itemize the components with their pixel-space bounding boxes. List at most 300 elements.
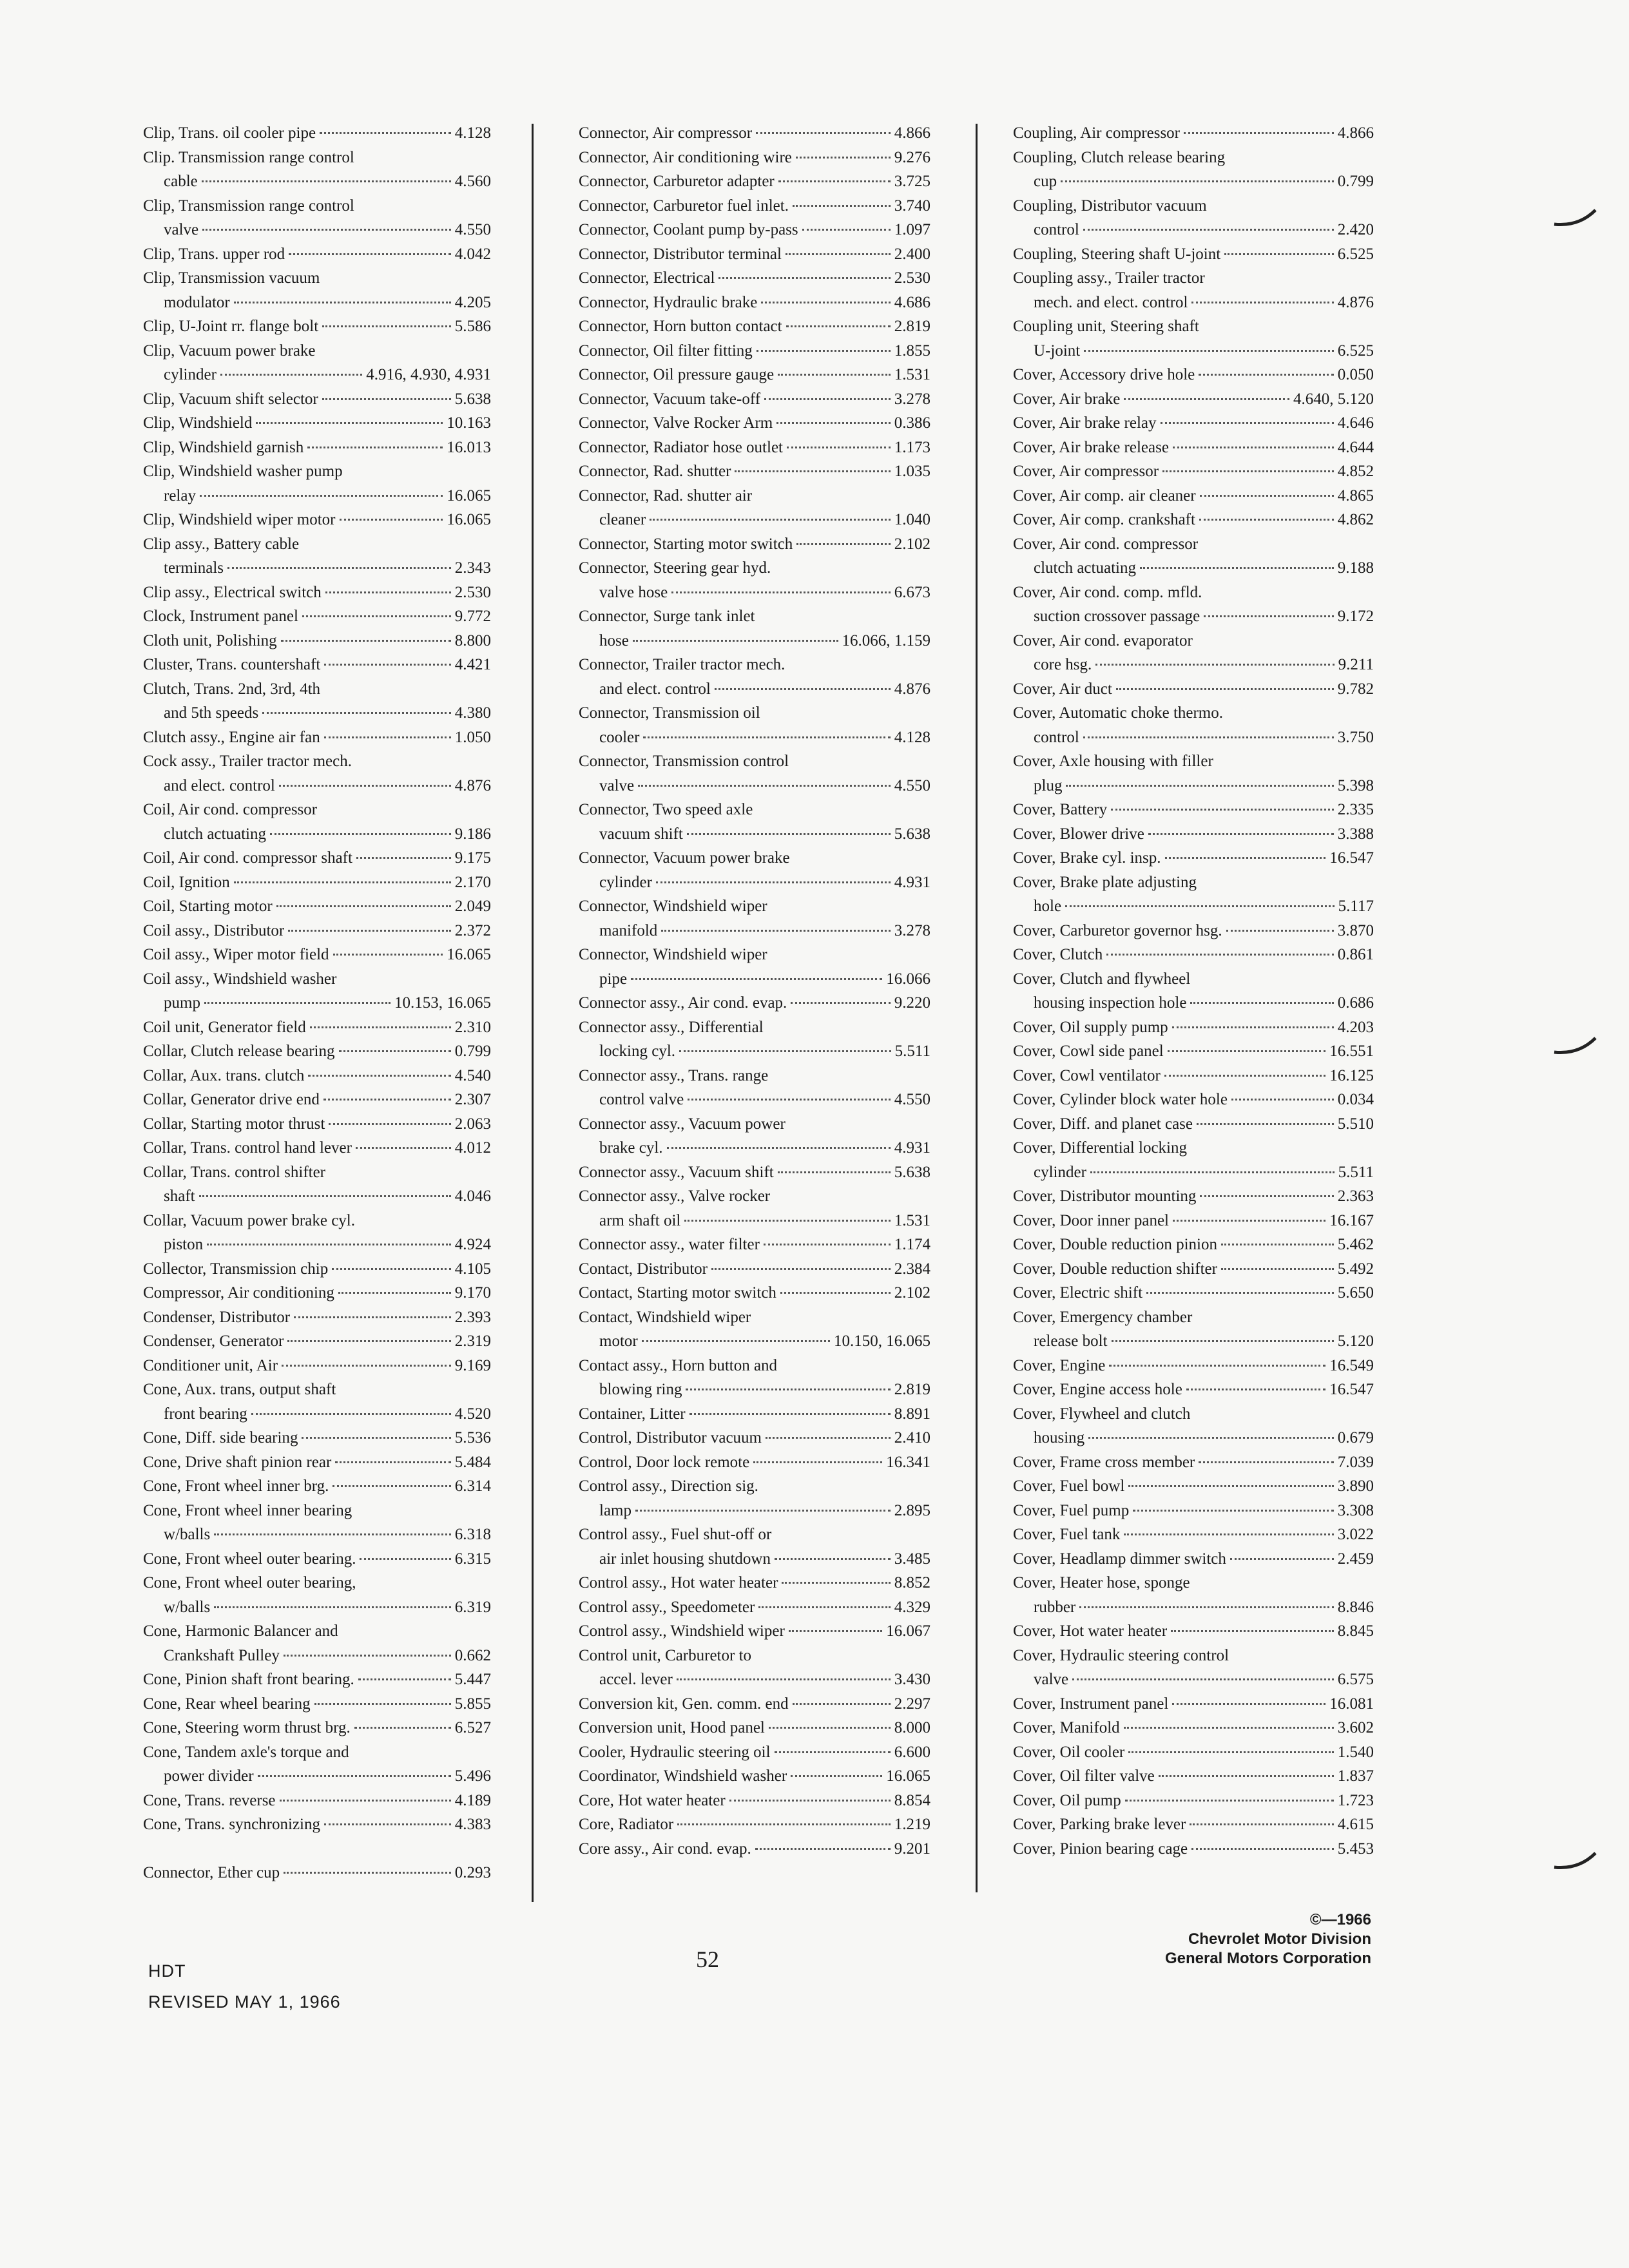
- entry-subterm: arm shaft oil: [599, 1211, 681, 1229]
- entry-line: [579, 291, 930, 315]
- dot-leader: [214, 1533, 451, 1535]
- entry-term: Cover, Clutch: [1013, 946, 1103, 963]
- index-entry: [143, 870, 491, 895]
- entry-subterm: terminals: [164, 559, 224, 577]
- index-entry: [143, 242, 491, 267]
- entry-term: Cover, Hydraulic steering control: [1013, 1646, 1229, 1664]
- index-entry: [1013, 870, 1374, 919]
- dot-leader: [200, 495, 443, 497]
- entry-subterm: front bearing: [164, 1405, 247, 1423]
- section-reference: 9.782: [1337, 680, 1374, 698]
- dot-leader: [1162, 470, 1334, 472]
- index-entry: [579, 1064, 930, 1112]
- entry-continuation: [579, 1209, 930, 1233]
- entry-subterm: vacuum shift: [599, 825, 683, 843]
- entry-continuation: [1013, 339, 1374, 363]
- section-reference: 3.430: [894, 1671, 930, 1688]
- entry-line: [1013, 242, 1374, 267]
- entry-term: Clip assy., Electrical switch: [143, 583, 322, 601]
- dot-leader: [329, 1123, 450, 1125]
- entry-subterm: plug: [1034, 776, 1063, 794]
- entry-subterm: clutch actuating: [164, 825, 266, 843]
- index-entry: [143, 387, 491, 412]
- section-reference: 7.039: [1337, 1453, 1374, 1471]
- dot-leader: [1112, 1340, 1334, 1342]
- entry-term: Coupling assy., Trailer tractor: [1013, 269, 1205, 287]
- dot-leader: [302, 615, 451, 617]
- entry-subterm: pump: [164, 994, 200, 1012]
- entry-line: [1013, 1088, 1374, 1112]
- section-reference: 3.740: [894, 197, 930, 215]
- entry-line: [143, 1257, 491, 1282]
- index-entry: [143, 1305, 491, 1330]
- index-entry: [579, 846, 930, 894]
- dot-leader: [1165, 857, 1326, 859]
- index-entry: [143, 629, 491, 653]
- entry-term: Collar, Starting motor thrust: [143, 1115, 325, 1133]
- entry-line: [1013, 411, 1374, 436]
- entry-continuation: [1013, 774, 1374, 798]
- entry-term: Control assy., Direction sig.: [579, 1477, 758, 1495]
- section-reference: 1.723: [1337, 1791, 1374, 1809]
- dot-leader: [786, 253, 891, 255]
- column-divider: [976, 124, 978, 1892]
- entry-term: Coupling, Steering shaft U-joint: [1013, 245, 1221, 263]
- entry-term: Cover, Heater hose, sponge: [1013, 1574, 1190, 1591]
- index-entry: [579, 218, 930, 242]
- entry-term: Cover, Carburetor governor hsg.: [1013, 921, 1222, 939]
- entry-term: Cover, Air brake relay: [1013, 414, 1157, 432]
- dot-leader: [1204, 615, 1333, 617]
- section-reference: 0.034: [1337, 1091, 1374, 1108]
- entry-term: Cone, Front wheel outer bearing.: [143, 1550, 356, 1568]
- section-reference: 5.120: [1337, 1332, 1374, 1350]
- section-reference: 4.046: [454, 1187, 491, 1205]
- entry-term: Conversion unit, Hood panel: [579, 1719, 765, 1736]
- dot-leader: [1168, 1050, 1326, 1052]
- dot-leader: [1173, 447, 1334, 448]
- dot-leader: [1231, 1099, 1334, 1100]
- entry-term: Cone, Steering worm thrust brg.: [143, 1719, 351, 1736]
- dot-leader: [1159, 1775, 1334, 1777]
- dot-leader: [294, 1316, 451, 1318]
- entry-term: Cover, Automatic choke thermo.: [1013, 704, 1224, 722]
- entry-continuation: [1013, 218, 1374, 242]
- section-reference: 0.861: [1337, 946, 1374, 963]
- index-entry: [579, 1450, 930, 1475]
- entry-subterm: motor: [599, 1332, 638, 1350]
- entry-term: Contact assy., Horn button and: [579, 1356, 778, 1374]
- section-reference: 5.510: [1337, 1115, 1374, 1133]
- dot-leader: [688, 1099, 891, 1100]
- dot-leader: [1083, 229, 1334, 231]
- entry-term: Contact, Distributor: [579, 1260, 708, 1278]
- entry-continuation: [143, 1184, 491, 1209]
- index-entry: [1013, 1499, 1374, 1523]
- entry-line: [579, 1740, 930, 1765]
- section-reference: 5.650: [1337, 1284, 1374, 1302]
- entry-line: [579, 121, 930, 146]
- section-reference: 4.329: [894, 1598, 930, 1616]
- entry-line: [143, 798, 491, 822]
- entry-term: Connector assy., water filter: [579, 1236, 760, 1253]
- entry-line: [143, 749, 491, 774]
- entry-term: Connector, Carburetor adapter: [579, 173, 775, 190]
- entry-subterm: cup: [1034, 173, 1057, 190]
- entry-term: Connector, Transmission control: [579, 753, 789, 770]
- section-reference: 2.307: [454, 1091, 491, 1108]
- entry-term: Cover, Cowl side panel: [1013, 1043, 1164, 1060]
- entry-term: Connector, Trailer tractor mech.: [579, 656, 786, 673]
- section-reference: 4.646: [1337, 414, 1374, 432]
- section-reference: 5.447: [454, 1671, 491, 1688]
- entry-term: Connector, Radiator hose outlet: [579, 438, 783, 456]
- index-entry: [143, 1450, 491, 1475]
- section-reference: 1.040: [894, 511, 930, 528]
- section-reference: 4.383: [454, 1816, 491, 1833]
- section-reference: 1.219: [894, 1816, 930, 1833]
- section-reference: 2.310: [454, 1018, 491, 1036]
- binder-mark: [1553, 206, 1598, 232]
- dot-leader: [796, 157, 891, 159]
- section-reference: 4.203: [1337, 1018, 1374, 1036]
- section-reference: 0.679: [1337, 1429, 1374, 1446]
- section-reference: 1.855: [894, 341, 930, 360]
- section-reference: 2.102: [894, 1284, 930, 1302]
- entry-term: Connector assy., Air cond. evap.: [579, 994, 787, 1012]
- entry-term: Collar, Trans. control shifter: [143, 1163, 326, 1181]
- index-entry: [579, 291, 930, 315]
- entry-line: [1013, 1837, 1374, 1861]
- section-reference: 4.540: [454, 1066, 491, 1084]
- index-entry: [143, 1667, 491, 1692]
- section-reference: 4.380: [454, 704, 491, 722]
- entry-term: Cover, Accessory drive hole: [1013, 366, 1195, 383]
- index-entry: [143, 1354, 491, 1378]
- index-entry: [579, 484, 930, 532]
- entry-line: [1013, 1015, 1374, 1040]
- index-entry: [143, 1789, 491, 1813]
- index-entry: [143, 194, 491, 242]
- section-reference: 2.049: [454, 898, 491, 915]
- entry-continuation: [1013, 726, 1374, 750]
- section-reference: 1.035: [894, 463, 930, 480]
- index-entry: [143, 121, 491, 146]
- entry-term: Connector, Air compressor: [579, 124, 753, 142]
- section-reference: 1.050: [454, 728, 491, 746]
- entry-term: Collar, Aux. trans. clutch: [143, 1066, 305, 1084]
- section-reference: 9.276: [894, 148, 930, 166]
- entry-line: [1013, 1209, 1374, 1233]
- entry-line: [143, 121, 491, 146]
- entry-term: Cover, Distributor mounting: [1013, 1187, 1197, 1205]
- dot-leader: [276, 905, 451, 907]
- entry-term: Contact, Windshield wiper: [579, 1308, 751, 1326]
- entry-subterm: air inlet housing shutdown: [599, 1550, 771, 1568]
- entry-term: Clip, Windshield wiper motor: [143, 511, 336, 528]
- entry-term: Connector, Starting motor switch: [579, 535, 793, 553]
- entry-subterm: pipe: [599, 970, 628, 988]
- section-reference: 4.205: [454, 293, 491, 311]
- entry-line: [1013, 484, 1374, 508]
- entry-continuation: [1013, 1595, 1374, 1620]
- entry-term: Cover, Oil supply pump: [1013, 1018, 1168, 1036]
- dot-leader: [1191, 302, 1333, 303]
- section-reference: 9.169: [454, 1356, 491, 1374]
- section-reference: 4.876: [1337, 293, 1374, 311]
- entry-term: Control assy., Windshield wiper: [579, 1622, 785, 1640]
- dot-leader: [1171, 1630, 1334, 1632]
- entry-term: Cover, Differential locking: [1013, 1139, 1187, 1157]
- index-entry: [1013, 1450, 1374, 1475]
- entry-term: Connector, Rad. shutter: [579, 463, 731, 480]
- index-entry: [1013, 1619, 1374, 1644]
- section-reference: 2.420: [1337, 221, 1374, 238]
- copyright-block: [1165, 1910, 1371, 1968]
- entry-subterm: valve: [164, 221, 199, 238]
- entry-term: Collar, Clutch release bearing: [143, 1043, 335, 1060]
- entry-term: Core assy., Air cond. evap.: [579, 1840, 751, 1858]
- entry-line: [1013, 314, 1374, 339]
- entry-line: [579, 1474, 930, 1499]
- dot-leader: [729, 1800, 891, 1802]
- entry-line: [143, 266, 491, 291]
- entry-term: Cover, Cowl ventilator: [1013, 1066, 1161, 1084]
- entry-term: Coupling, Clutch release bearing: [1013, 148, 1226, 166]
- entry-line: [1013, 121, 1374, 146]
- entry-subterm: brake cyl.: [599, 1139, 663, 1157]
- entry-line: [1013, 1644, 1374, 1668]
- entry-line: [1013, 1136, 1374, 1160]
- entry-subterm: blowing ring: [599, 1381, 682, 1398]
- entry-term: Connector assy., Vacuum power: [579, 1115, 786, 1133]
- section-reference: 16.549: [1329, 1356, 1374, 1374]
- section-reference: 4.924: [454, 1236, 491, 1253]
- entry-line: [1013, 1305, 1374, 1330]
- entry-term: Cover, Air duct: [1013, 680, 1112, 698]
- index-entry: [1013, 967, 1374, 1015]
- entry-continuation: [579, 1667, 930, 1692]
- dot-leader: [360, 1558, 450, 1560]
- entry-line: [143, 846, 491, 870]
- entry-term: Cover, Instrument panel: [1013, 1695, 1169, 1713]
- entry-term: Cover, Engine: [1013, 1356, 1106, 1374]
- section-reference: 2.530: [454, 583, 491, 601]
- entry-line: [1013, 1281, 1374, 1305]
- entry-term: Collar, Trans. control hand lever: [143, 1139, 352, 1157]
- entry-term: Condenser, Distributor: [143, 1308, 291, 1326]
- index-entry: [143, 1015, 491, 1040]
- section-reference: 5.638: [894, 825, 930, 843]
- index-entry: [579, 653, 930, 701]
- dot-leader: [1109, 1365, 1325, 1367]
- dot-leader: [796, 543, 890, 545]
- entry-term: Cover, Oil pump: [1013, 1791, 1121, 1809]
- entry-line: [1013, 1039, 1374, 1064]
- index-entry: [579, 266, 930, 291]
- entry-line: [143, 1209, 491, 1233]
- entry-line: [143, 1160, 491, 1185]
- entry-term: Connector, Air conditioning wire: [579, 148, 792, 166]
- entry-line: [1013, 798, 1374, 822]
- entry-line: [1013, 581, 1374, 605]
- entry-continuation: [143, 1644, 491, 1668]
- section-reference: 5.855: [454, 1695, 491, 1713]
- entry-line: [579, 1064, 930, 1088]
- section-reference: 16.065: [447, 486, 491, 505]
- section-reference: 4.876: [894, 680, 930, 698]
- section-reference: 6.319: [454, 1598, 491, 1616]
- entry-line: [579, 1160, 930, 1185]
- entry-line: [1013, 1764, 1374, 1789]
- section-reference: 6.673: [894, 583, 930, 601]
- entry-term: Cover, Air cond. compressor: [1013, 535, 1199, 553]
- entry-term: Cone, Tandem axle's torque and: [143, 1743, 349, 1761]
- entry-term: Coil, Air cond. compressor shaft: [143, 849, 352, 867]
- entry-term: Clip, Windshield garnish: [143, 438, 304, 456]
- entry-subterm: suction crossover passage: [1034, 608, 1200, 625]
- entry-continuation: [579, 1499, 930, 1523]
- entry-line: [143, 677, 491, 702]
- section-reference: 5.492: [1337, 1260, 1374, 1278]
- dot-leader: [1124, 1727, 1334, 1729]
- entry-line: [143, 411, 491, 436]
- entry-term: Core, Radiator: [579, 1816, 674, 1833]
- index-entry: [579, 1837, 930, 1861]
- dot-leader: [778, 180, 891, 182]
- section-reference: 3.602: [1337, 1719, 1374, 1736]
- dot-leader: [1128, 1485, 1333, 1487]
- entry-line: [579, 749, 930, 774]
- section-reference: 9.175: [454, 849, 491, 867]
- section-reference: 4.644: [1337, 438, 1374, 456]
- dot-leader: [1221, 1268, 1334, 1270]
- entry-term: Cover, Fuel pump: [1013, 1501, 1130, 1519]
- dot-leader: [258, 1775, 451, 1777]
- index-entry: [579, 1402, 930, 1427]
- index-entry: [143, 266, 491, 314]
- entry-line: [1013, 459, 1374, 484]
- dot-leader: [314, 1703, 451, 1705]
- entry-term: Cone, Rear wheel bearing: [143, 1695, 311, 1713]
- index-entry: [579, 411, 930, 436]
- blank-line: [143, 1837, 491, 1861]
- dot-leader: [335, 1461, 450, 1463]
- index-entry: [579, 387, 930, 412]
- entry-term: Core, Hot water heater: [579, 1791, 726, 1809]
- entry-term: Control assy., Speedometer: [579, 1598, 755, 1616]
- section-reference: 3.278: [894, 921, 930, 939]
- entry-line: [579, 339, 930, 363]
- entry-subterm: and elect. control: [599, 680, 711, 698]
- dot-leader: [642, 1340, 830, 1342]
- entry-continuation: [1013, 169, 1374, 194]
- entry-line: [143, 387, 491, 412]
- dot-leader: [769, 1727, 891, 1729]
- entry-continuation: [1013, 991, 1374, 1015]
- entry-line: [1013, 1812, 1374, 1837]
- entry-line: [1013, 266, 1374, 291]
- entry-line: [143, 1329, 491, 1354]
- entry-continuation: [579, 967, 930, 992]
- index-entry: [143, 411, 491, 436]
- index-entry: [579, 556, 930, 604]
- entry-continuation: [579, 629, 930, 653]
- entry-term: Cover, Oil cooler: [1013, 1743, 1125, 1761]
- entry-term: Conversion kit, Gen. comm. end: [579, 1695, 789, 1713]
- entry-line: [1013, 1523, 1374, 1547]
- entry-line: [1013, 1716, 1374, 1740]
- section-reference: 2.459: [1337, 1550, 1374, 1568]
- index-entry: [1013, 1354, 1374, 1378]
- section-reference: 1.174: [894, 1236, 930, 1253]
- index-entry: [143, 1136, 491, 1160]
- entry-term: Cover, Flywheel and clutch: [1013, 1405, 1191, 1423]
- dot-leader: [1221, 1244, 1334, 1245]
- section-reference: 9.211: [1338, 656, 1374, 673]
- section-reference: 4.852: [1337, 463, 1374, 480]
- entry-continuation: [1013, 894, 1374, 919]
- entry-line: [143, 194, 491, 218]
- copyright-year: ©—1966: [1309, 1911, 1371, 1928]
- entry-line: [143, 943, 491, 967]
- section-reference: 5.496: [454, 1767, 491, 1785]
- section-reference: 5.638: [894, 1163, 930, 1181]
- dot-leader: [1172, 1026, 1334, 1028]
- dot-leader: [354, 1727, 451, 1729]
- entry-line: [579, 1281, 930, 1305]
- entry-continuation: [579, 822, 930, 847]
- section-reference: 4.189: [454, 1791, 491, 1809]
- entry-line: [1013, 1571, 1374, 1595]
- entry-term: Cover, Parking brake lever: [1013, 1816, 1186, 1833]
- section-reference: 2.319: [454, 1332, 491, 1350]
- index-entry: [579, 1644, 930, 1692]
- index-entry: [579, 436, 930, 460]
- index-entry: [1013, 822, 1374, 847]
- section-reference: 16.065: [886, 1767, 930, 1785]
- entry-term: Cone, Front wheel inner brg.: [143, 1477, 329, 1495]
- section-reference: 2.297: [894, 1695, 930, 1713]
- entry-subterm: core hsg.: [1034, 656, 1092, 673]
- entry-line: [579, 363, 930, 387]
- entry-line: [143, 1692, 491, 1716]
- entry-line: [579, 846, 930, 870]
- section-reference: 8.000: [894, 1719, 930, 1736]
- index-entry: [1013, 1209, 1374, 1233]
- entry-subterm: cleaner: [599, 511, 646, 528]
- revision-date: REVISED MAY 1, 1966: [148, 1992, 341, 2012]
- entry-line: [143, 1305, 491, 1330]
- dot-leader: [234, 881, 451, 883]
- section-reference: 5.453: [1337, 1840, 1374, 1858]
- entry-term: Cloth unit, Polishing: [143, 631, 277, 649]
- index-entry: [1013, 1692, 1374, 1716]
- entry-term: Control unit, Carburetor to: [579, 1646, 752, 1664]
- entry-line: [579, 1644, 930, 1668]
- entry-term: Cover, Headlamp dimmer switch: [1013, 1550, 1226, 1568]
- dot-leader: [227, 567, 451, 569]
- index-entry: [143, 1474, 491, 1499]
- index-entry: [143, 1088, 491, 1112]
- dot-leader: [1197, 1123, 1334, 1125]
- index-entry: [143, 1112, 491, 1137]
- entry-line: [1013, 1547, 1374, 1571]
- entry-line: [1013, 677, 1374, 702]
- entry-line: [143, 870, 491, 895]
- entry-subterm: Crankshaft Pulley: [164, 1646, 280, 1664]
- dot-leader: [686, 1389, 890, 1390]
